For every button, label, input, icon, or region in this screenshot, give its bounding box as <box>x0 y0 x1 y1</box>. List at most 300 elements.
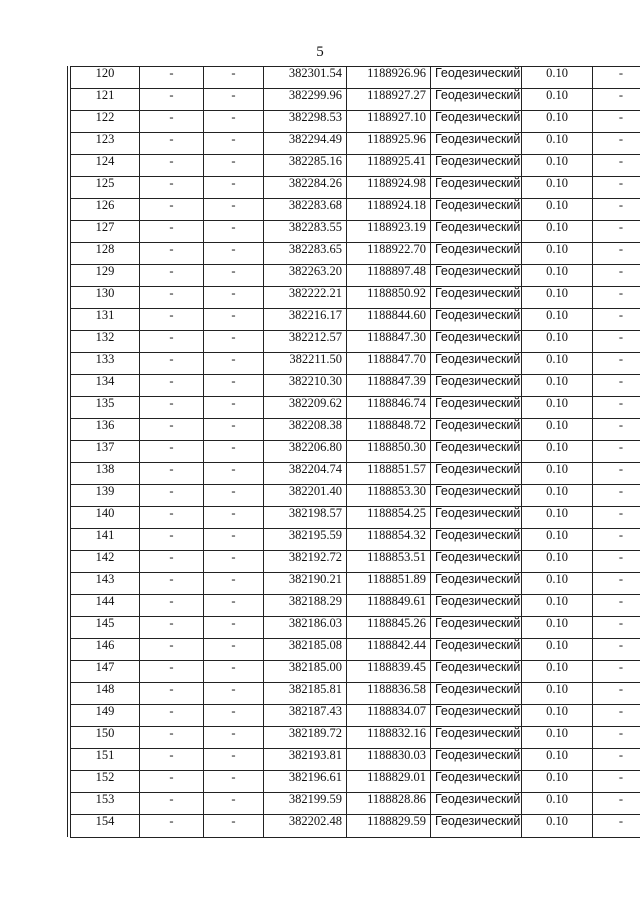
x-coordinate-cell: 382198.57 <box>264 507 347 529</box>
empty-cell: - <box>593 177 640 199</box>
y-coordinate-cell: 1188924.98 <box>347 177 431 199</box>
y-coordinate-cell: 1188829.01 <box>347 771 431 793</box>
empty-cell: - <box>204 705 264 727</box>
method-cell: Геодезический <box>431 397 522 419</box>
accuracy-cell: 0.10 <box>522 749 593 771</box>
x-coordinate-cell: 382301.54 <box>264 67 347 89</box>
method-cell: Геодезический <box>431 639 522 661</box>
y-coordinate-cell: 1188853.51 <box>347 551 431 573</box>
y-coordinate-cell: 1188851.57 <box>347 463 431 485</box>
empty-cell: - <box>140 463 204 485</box>
table-row <box>71 441 640 463</box>
accuracy-cell: 0.10 <box>522 727 593 749</box>
point-number-cell: 146 <box>71 639 140 661</box>
accuracy-cell: 0.10 <box>522 485 593 507</box>
empty-cell: - <box>140 397 204 419</box>
accuracy-cell: 0.10 <box>522 793 593 815</box>
accuracy-cell: 0.10 <box>522 67 593 89</box>
y-coordinate-cell: 1188830.03 <box>347 749 431 771</box>
empty-cell: - <box>140 639 204 661</box>
empty-cell: - <box>593 617 640 639</box>
point-number-cell: 138 <box>71 463 140 485</box>
accuracy-cell: 0.10 <box>522 221 593 243</box>
empty-cell: - <box>593 199 640 221</box>
empty-cell: - <box>140 221 204 243</box>
y-coordinate-cell: 1188850.30 <box>347 441 431 463</box>
empty-cell: - <box>593 111 640 133</box>
accuracy-cell: 0.10 <box>522 463 593 485</box>
empty-cell: - <box>140 507 204 529</box>
method-cell: Геодезический <box>431 221 522 243</box>
table-row <box>71 617 640 639</box>
method-cell: Геодезический <box>431 595 522 617</box>
point-number-cell: 134 <box>71 375 140 397</box>
method-cell: Геодезический <box>431 89 522 111</box>
y-coordinate-cell: 1188829.59 <box>347 815 431 838</box>
y-coordinate-cell: 1188927.10 <box>347 111 431 133</box>
y-coordinate-cell: 1188925.41 <box>347 155 431 177</box>
method-cell: Геодезический <box>431 441 522 463</box>
method-cell: Геодезический <box>431 67 522 89</box>
empty-cell: - <box>204 309 264 331</box>
empty-cell: - <box>204 155 264 177</box>
table-row <box>71 793 640 815</box>
empty-cell: - <box>593 133 640 155</box>
y-coordinate-cell: 1188851.89 <box>347 573 431 595</box>
x-coordinate-cell: 382188.29 <box>264 595 347 617</box>
table-row <box>71 507 640 529</box>
table-row <box>71 177 640 199</box>
point-number-cell: 122 <box>71 111 140 133</box>
y-coordinate-cell: 1188925.96 <box>347 133 431 155</box>
empty-cell: - <box>204 595 264 617</box>
empty-cell: - <box>593 661 640 683</box>
x-coordinate-cell: 382263.20 <box>264 265 347 287</box>
empty-cell: - <box>204 749 264 771</box>
point-number-cell: 135 <box>71 397 140 419</box>
x-coordinate-cell: 382187.43 <box>264 705 347 727</box>
empty-cell: - <box>140 815 204 838</box>
x-coordinate-cell: 382209.62 <box>264 397 347 419</box>
x-coordinate-cell: 382199.59 <box>264 793 347 815</box>
page-number: 5 <box>316 44 324 60</box>
y-coordinate-cell: 1188847.70 <box>347 353 431 375</box>
x-coordinate-cell: 382201.40 <box>264 485 347 507</box>
empty-cell: - <box>593 309 640 331</box>
x-coordinate-cell: 382186.03 <box>264 617 347 639</box>
point-number-cell: 131 <box>71 309 140 331</box>
empty-cell: - <box>140 155 204 177</box>
empty-cell: - <box>204 815 264 838</box>
table-row <box>71 463 640 485</box>
table-row <box>71 67 640 89</box>
empty-cell: - <box>204 221 264 243</box>
method-cell: Геодезический <box>431 793 522 815</box>
empty-cell: - <box>140 177 204 199</box>
x-coordinate-cell: 382283.65 <box>264 243 347 265</box>
y-coordinate-cell: 1188845.26 <box>347 617 431 639</box>
table-left-rule <box>67 66 68 837</box>
accuracy-cell: 0.10 <box>522 353 593 375</box>
empty-cell: - <box>204 551 264 573</box>
empty-cell: - <box>204 111 264 133</box>
empty-cell: - <box>140 265 204 287</box>
point-number-cell: 120 <box>71 67 140 89</box>
table-row <box>71 639 640 661</box>
table-row <box>71 551 640 573</box>
empty-cell: - <box>593 573 640 595</box>
accuracy-cell: 0.10 <box>522 133 593 155</box>
table-row <box>71 749 640 771</box>
table-row <box>71 89 640 111</box>
empty-cell: - <box>140 111 204 133</box>
accuracy-cell: 0.10 <box>522 595 593 617</box>
method-cell: Геодезический <box>431 815 522 838</box>
empty-cell: - <box>204 375 264 397</box>
accuracy-cell: 0.10 <box>522 573 593 595</box>
empty-cell: - <box>593 463 640 485</box>
empty-cell: - <box>593 793 640 815</box>
empty-cell: - <box>593 221 640 243</box>
empty-cell: - <box>593 155 640 177</box>
accuracy-cell: 0.10 <box>522 617 593 639</box>
empty-cell: - <box>140 287 204 309</box>
empty-cell: - <box>140 67 204 89</box>
empty-cell: - <box>204 617 264 639</box>
table-row <box>71 529 640 551</box>
table-row <box>71 111 640 133</box>
accuracy-cell: 0.10 <box>522 331 593 353</box>
point-number-cell: 149 <box>71 705 140 727</box>
method-cell: Геодезический <box>431 661 522 683</box>
method-cell: Геодезический <box>431 199 522 221</box>
empty-cell: - <box>140 793 204 815</box>
y-coordinate-cell: 1188923.19 <box>347 221 431 243</box>
accuracy-cell: 0.10 <box>522 89 593 111</box>
point-number-cell: 123 <box>71 133 140 155</box>
x-coordinate-cell: 382284.26 <box>264 177 347 199</box>
method-cell: Геодезический <box>431 419 522 441</box>
point-number-cell: 142 <box>71 551 140 573</box>
x-coordinate-cell: 382294.49 <box>264 133 347 155</box>
accuracy-cell: 0.10 <box>522 683 593 705</box>
empty-cell: - <box>140 705 204 727</box>
empty-cell: - <box>140 375 204 397</box>
method-cell: Геодезический <box>431 287 522 309</box>
method-cell: Геодезический <box>431 551 522 573</box>
empty-cell: - <box>593 397 640 419</box>
accuracy-cell: 0.10 <box>522 397 593 419</box>
table-row <box>71 155 640 177</box>
empty-cell: - <box>140 661 204 683</box>
coordinates-table <box>70 66 640 838</box>
table-row <box>71 199 640 221</box>
table-row <box>71 771 640 793</box>
empty-cell: - <box>204 243 264 265</box>
point-number-cell: 144 <box>71 595 140 617</box>
empty-cell: - <box>593 353 640 375</box>
empty-cell: - <box>593 529 640 551</box>
x-coordinate-cell: 382210.30 <box>264 375 347 397</box>
method-cell: Геодезический <box>431 177 522 199</box>
y-coordinate-cell: 1188844.60 <box>347 309 431 331</box>
empty-cell: - <box>204 661 264 683</box>
empty-cell: - <box>593 331 640 353</box>
accuracy-cell: 0.10 <box>522 309 593 331</box>
empty-cell: - <box>140 243 204 265</box>
empty-cell: - <box>204 89 264 111</box>
y-coordinate-cell: 1188836.58 <box>347 683 431 705</box>
table-row <box>71 661 640 683</box>
method-cell: Геодезический <box>431 133 522 155</box>
empty-cell: - <box>204 265 264 287</box>
y-coordinate-cell: 1188849.61 <box>347 595 431 617</box>
empty-cell: - <box>204 727 264 749</box>
empty-cell: - <box>204 199 264 221</box>
empty-cell: - <box>204 485 264 507</box>
point-number-cell: 139 <box>71 485 140 507</box>
table-row <box>71 287 640 309</box>
x-coordinate-cell: 382192.72 <box>264 551 347 573</box>
table-row <box>71 243 640 265</box>
empty-cell: - <box>204 573 264 595</box>
accuracy-cell: 0.10 <box>522 177 593 199</box>
empty-cell: - <box>140 617 204 639</box>
empty-cell: - <box>204 177 264 199</box>
x-coordinate-cell: 382211.50 <box>264 353 347 375</box>
empty-cell: - <box>204 419 264 441</box>
empty-cell: - <box>593 551 640 573</box>
y-coordinate-cell: 1188847.30 <box>347 331 431 353</box>
accuracy-cell: 0.10 <box>522 287 593 309</box>
table-row <box>71 815 640 838</box>
x-coordinate-cell: 382299.96 <box>264 89 347 111</box>
accuracy-cell: 0.10 <box>522 375 593 397</box>
point-number-cell: 148 <box>71 683 140 705</box>
empty-cell: - <box>593 485 640 507</box>
empty-cell: - <box>204 397 264 419</box>
empty-cell: - <box>204 793 264 815</box>
accuracy-cell: 0.10 <box>522 265 593 287</box>
method-cell: Геодезический <box>431 375 522 397</box>
method-cell: Геодезический <box>431 111 522 133</box>
table-row <box>71 705 640 727</box>
table-row <box>71 683 640 705</box>
accuracy-cell: 0.10 <box>522 419 593 441</box>
empty-cell: - <box>593 243 640 265</box>
y-coordinate-cell: 1188897.48 <box>347 265 431 287</box>
x-coordinate-cell: 382283.68 <box>264 199 347 221</box>
table-row <box>71 397 640 419</box>
point-number-cell: 130 <box>71 287 140 309</box>
method-cell: Геодезический <box>431 265 522 287</box>
point-number-cell: 128 <box>71 243 140 265</box>
method-cell: Геодезический <box>431 617 522 639</box>
empty-cell: - <box>593 375 640 397</box>
table-row <box>71 265 640 287</box>
empty-cell: - <box>140 441 204 463</box>
point-number-cell: 132 <box>71 331 140 353</box>
y-coordinate-cell: 1188854.32 <box>347 529 431 551</box>
method-cell: Геодезический <box>431 463 522 485</box>
empty-cell: - <box>140 309 204 331</box>
empty-cell: - <box>204 353 264 375</box>
method-cell: Геодезический <box>431 155 522 177</box>
point-number-cell: 152 <box>71 771 140 793</box>
empty-cell: - <box>140 199 204 221</box>
empty-cell: - <box>204 771 264 793</box>
x-coordinate-cell: 382196.61 <box>264 771 347 793</box>
x-coordinate-cell: 382298.53 <box>264 111 347 133</box>
x-coordinate-cell: 382283.55 <box>264 221 347 243</box>
empty-cell: - <box>593 265 640 287</box>
method-cell: Геодезический <box>431 331 522 353</box>
empty-cell: - <box>204 133 264 155</box>
accuracy-cell: 0.10 <box>522 551 593 573</box>
accuracy-cell: 0.10 <box>522 705 593 727</box>
method-cell: Геодезический <box>431 573 522 595</box>
point-number-cell: 153 <box>71 793 140 815</box>
empty-cell: - <box>140 89 204 111</box>
empty-cell: - <box>140 595 204 617</box>
empty-cell: - <box>593 67 640 89</box>
method-cell: Геодезический <box>431 309 522 331</box>
method-cell: Геодезический <box>431 353 522 375</box>
y-coordinate-cell: 1188846.74 <box>347 397 431 419</box>
point-number-cell: 121 <box>71 89 140 111</box>
x-coordinate-cell: 382285.16 <box>264 155 347 177</box>
empty-cell: - <box>593 287 640 309</box>
x-coordinate-cell: 382189.72 <box>264 727 347 749</box>
x-coordinate-cell: 382216.17 <box>264 309 347 331</box>
accuracy-cell: 0.10 <box>522 243 593 265</box>
empty-cell: - <box>140 727 204 749</box>
x-coordinate-cell: 382204.74 <box>264 463 347 485</box>
empty-cell: - <box>204 507 264 529</box>
coordinates-table-body <box>71 67 640 838</box>
empty-cell: - <box>140 485 204 507</box>
point-number-cell: 147 <box>71 661 140 683</box>
x-coordinate-cell: 382193.81 <box>264 749 347 771</box>
table-row <box>71 419 640 441</box>
y-coordinate-cell: 1188847.39 <box>347 375 431 397</box>
table-row <box>71 485 640 507</box>
method-cell: Геодезический <box>431 705 522 727</box>
empty-cell: - <box>593 683 640 705</box>
x-coordinate-cell: 382195.59 <box>264 529 347 551</box>
y-coordinate-cell: 1188834.07 <box>347 705 431 727</box>
empty-cell: - <box>593 705 640 727</box>
x-coordinate-cell: 382185.00 <box>264 661 347 683</box>
accuracy-cell: 0.10 <box>522 815 593 838</box>
empty-cell: - <box>140 771 204 793</box>
y-coordinate-cell: 1188854.25 <box>347 507 431 529</box>
y-coordinate-cell: 1188832.16 <box>347 727 431 749</box>
empty-cell: - <box>204 287 264 309</box>
method-cell: Геодезический <box>431 771 522 793</box>
empty-cell: - <box>204 441 264 463</box>
y-coordinate-cell: 1188924.18 <box>347 199 431 221</box>
empty-cell: - <box>140 683 204 705</box>
accuracy-cell: 0.10 <box>522 155 593 177</box>
accuracy-cell: 0.10 <box>522 111 593 133</box>
point-number-cell: 145 <box>71 617 140 639</box>
accuracy-cell: 0.10 <box>522 441 593 463</box>
point-number-cell: 154 <box>71 815 140 838</box>
method-cell: Геодезический <box>431 749 522 771</box>
empty-cell: - <box>204 683 264 705</box>
method-cell: Геодезический <box>431 683 522 705</box>
accuracy-cell: 0.10 <box>522 771 593 793</box>
point-number-cell: 151 <box>71 749 140 771</box>
table-row <box>71 133 640 155</box>
accuracy-cell: 0.10 <box>522 639 593 661</box>
empty-cell: - <box>593 595 640 617</box>
method-cell: Геодезический <box>431 727 522 749</box>
point-number-cell: 136 <box>71 419 140 441</box>
method-cell: Геодезический <box>431 485 522 507</box>
table-row <box>71 595 640 617</box>
y-coordinate-cell: 1188926.96 <box>347 67 431 89</box>
x-coordinate-cell: 382208.38 <box>264 419 347 441</box>
empty-cell: - <box>593 507 640 529</box>
empty-cell: - <box>593 441 640 463</box>
x-coordinate-cell: 382202.48 <box>264 815 347 838</box>
y-coordinate-cell: 1188850.92 <box>347 287 431 309</box>
point-number-cell: 124 <box>71 155 140 177</box>
empty-cell: - <box>593 815 640 838</box>
point-number-cell: 140 <box>71 507 140 529</box>
y-coordinate-cell: 1188927.27 <box>347 89 431 111</box>
point-number-cell: 133 <box>71 353 140 375</box>
empty-cell: - <box>140 353 204 375</box>
empty-cell: - <box>140 133 204 155</box>
y-coordinate-cell: 1188922.70 <box>347 243 431 265</box>
y-coordinate-cell: 1188848.72 <box>347 419 431 441</box>
accuracy-cell: 0.10 <box>522 661 593 683</box>
method-cell: Геодезический <box>431 529 522 551</box>
x-coordinate-cell: 382185.08 <box>264 639 347 661</box>
empty-cell: - <box>593 749 640 771</box>
method-cell: Геодезический <box>431 507 522 529</box>
accuracy-cell: 0.10 <box>522 199 593 221</box>
point-number-cell: 137 <box>71 441 140 463</box>
empty-cell: - <box>593 89 640 111</box>
y-coordinate-cell: 1188828.86 <box>347 793 431 815</box>
empty-cell: - <box>204 639 264 661</box>
point-number-cell: 127 <box>71 221 140 243</box>
table-row <box>71 309 640 331</box>
table-row <box>71 353 640 375</box>
point-number-cell: 125 <box>71 177 140 199</box>
empty-cell: - <box>140 529 204 551</box>
x-coordinate-cell: 382212.57 <box>264 331 347 353</box>
point-number-cell: 129 <box>71 265 140 287</box>
y-coordinate-cell: 1188842.44 <box>347 639 431 661</box>
y-coordinate-cell: 1188853.30 <box>347 485 431 507</box>
point-number-cell: 126 <box>71 199 140 221</box>
point-number-cell: 143 <box>71 573 140 595</box>
empty-cell: - <box>204 67 264 89</box>
empty-cell: - <box>593 419 640 441</box>
empty-cell: - <box>204 331 264 353</box>
method-cell: Геодезический <box>431 243 522 265</box>
x-coordinate-cell: 382190.21 <box>264 573 347 595</box>
empty-cell: - <box>593 771 640 793</box>
accuracy-cell: 0.10 <box>522 507 593 529</box>
empty-cell: - <box>140 331 204 353</box>
y-coordinate-cell: 1188839.45 <box>347 661 431 683</box>
